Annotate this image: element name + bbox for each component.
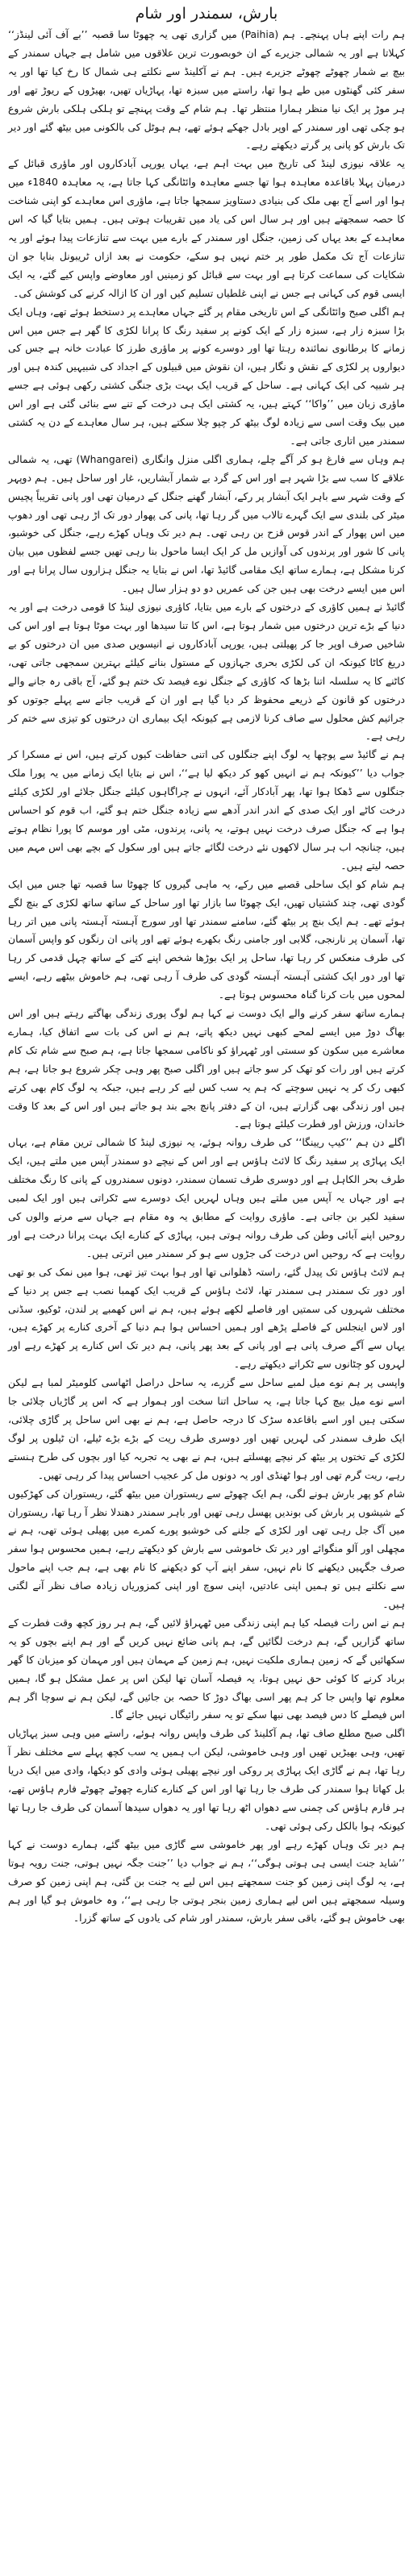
article-paragraph: ہم نے اس رات فیصلہ کیا ہم اپنی زندگی میں ٹھہراؤ لائیں گے، ہم ہر روز کچھ وقت فطرت کے ساتھ گزاریں گے، ہم درخت لگائیں گے، ہم پانی ضائع نہیں کریں گے اور ہم اپنے بچوں کو یہ سکھائیں گے کہ زمین ہماری ملکیت نہیں، ہم زمین کے مہمان ہیں اور مہمان کو میزبان کا گھر برباد کرنے کا کوئی حق نہیں ہوتا، یہ فیصلہ آسان تھا لیکن اس پر عمل مشکل ہو گا، ہمیں معلوم تھا واپس جا کر ہم پھر اسی بھاگ دوڑ کا حصہ بن جائیں گے، لیکن ہم نے سوچا اگر ہم اس فیصلے کا دس فیصد بھی نبھا سکے تو یہ سفر رائیگاں نہیں جائے گا۔ — [8, 1616, 405, 1721]
article-paragraph: یہ علاقہ نیوزی لینڈ کی تاریخ میں بہت اہم ہے، یہاں یورپی آبادکاروں اور ماؤری قبائل کے درمیان پہلا باقاعدہ معاہدہ ہوا تھا جسے معاہدہ وائٹانگی کہا جاتا ہے، یہ معاہدہ 1840ء میں ہوا اور اسے آج بھی ملک کی بنیادی دستاویز سمجھا جاتا ہے، ماؤری اس معاہدے کو اپنی شناخت کا حصہ سمجھتے ہیں اور ہر سال اس کی یاد میں تقریبات ہوتی ہیں۔ ہمیں بتایا گیا کہ اس معاہدے کے بعد یہاں کی زمین، جنگل اور سمندر کے بارے میں بہت سے تنازعات پیدا ہوئے اور یہ تنازعات آج تک مکمل طور پر ختم نہیں ہو سکے، حکومت نے بعد ازاں ٹریبونل بنایا جو ان شکایات کی سماعت کرتا ہے اور بہت سے قبائل کو زمینیں اور معاوضے واپس کیے گئے، یہ ایک ایسی قوم کی کہانی ہے جس نے اپنی غلطیاں تسلیم کیں اور ان کا ازالہ کرنے کی کوشش کی۔ — [8, 157, 406, 299]
article-paragraph: اگلے دن ہم ’’کیپ ریینگا‘‘ کی طرف روانہ ہوئے، یہ نیوزی لینڈ کا شمالی ترین مقام ہے، یہاں ایک پہاڑی پر سفید رنگ کا لائٹ ہاؤس ہے اور اس کے نیچے دو سمندر آپس میں ملتے ہیں، ایک طرف بحر الکاہل ہے اور دوسری طرف تسمان سمندر، دونوں سمندروں کے پانی کا رنگ مختلف ہے اور جہاں یہ آپس میں ملتے ہیں وہاں لہریں ایک دوسرے سے ٹکراتی ہیں اور ایک لمبی سفید لکیر بن جاتی ہے۔ ماؤری روایت کے مطابق یہ وہ مقام ہے جہاں سے مرنے والوں کی روحیں اپنے آبائی وطن کی طرف روانہ ہوتی ہیں، پہاڑی کے کنارے ایک بہت پرانا درخت ہے اور روایت ہے کہ روحیں اس درخت کی جڑوں سے ہو کر سمندر میں اترتی ہیں۔ — [8, 1136, 405, 1259]
article-paragraph: ہم دیر تک وہاں کھڑے رہے اور پھر خاموشی سے گاڑی میں بیٹھ گئے، ہمارے دوست نے کہا ’’شاید جنت ایسی ہی ہوتی ہوگی‘‘، ہم نے جواب دیا ’’جنت جگہ نہیں ہوتی، جنت رویہ ہوتا ہے، یہ لوگ اپنی زمین کو جنت سمجھتے ہیں اس لیے یہ جنت بن گئی، ہم اپنی زمین کو صرف وسیلہ سمجھتے ہیں اس لیے ہماری زمین بنجر ہوتی جا رہی ہے‘‘، وہ خاموش ہو گیا اور ہم بھی خاموش ہو گئے، باقی سفر بارش، سمندر اور شام کی یادوں کے ساتھ گزرا۔ — [8, 1837, 405, 1925]
article-body — [8, 26, 405, 1928]
article-paragraph: ہم وہاں سے فارغ ہو کر آگے چلے، ہماری اگلی منزل وانگاری (Whangarei) تھی، یہ شمالی علاقے کا سب سے بڑا شہر ہے اور اس کے گرد بے شمار آبشاریں، غار اور ساحل ہیں۔ ہم دوپہر کے وقت شہر سے باہر ایک آبشار پر رکے، آبشار گھنے جنگل کے درمیان تھی اور پانی تقریباً پچیس میٹر کی بلندی سے ایک گہرے تالاب میں گر رہا تھا، پانی کی پھوار دور تک اڑ رہی تھی اور دھوپ میں اس پھوار کے اندر قوس قزح بن رہی تھی۔ ہم دیر تک وہاں کھڑے رہے، جنگل کی خوشبو، پانی کا شور اور پرندوں کی آوازیں مل کر ایک ایسا ماحول بنا رہی تھیں جسے لفظوں میں بیان کرنا مشکل ہے، ہمارے ساتھ ایک مقامی گائیڈ تھا، اس نے بتایا یہ جنگل ہزاروں سال پرانا ہے اور اس میں ایسے درخت بھی ہیں جن کی عمریں دو دو ہزار سال ہیں۔ — [8, 452, 405, 595]
article-paragraph: ہم نے گائیڈ سے پوچھا یہ لوگ اپنے جنگلوں کی اتنی حفاظت کیوں کرتے ہیں، اس نے مسکرا کر جواب دیا ’’کیونکہ ہم نے انہیں کھو کر دیکھ لیا ہے‘‘، اس نے بتایا ایک زمانے میں یہ پورا ملک جنگلوں سے ڈھکا ہوا تھا، پھر آبادکار آئے، انہوں نے چراگاہوں کیلئے جنگل جلائے اور لکڑی کیلئے درخت کاٹے اور ایک صدی کے اندر اندر آدھے سے زیادہ جنگل ختم ہو گئے، اب قوم کو احساس ہوا ہے کہ جنگل صرف درخت نہیں ہوتے، یہ پانی، پرندوں، مٹی اور موسم کا پورا نظام ہوتے ہیں، چنانچہ اب ہر سال لاکھوں نئے درخت لگائے جاتے ہیں اور سکول کے بچے بھی اس مہم میں حصہ لیتے ہیں۔ — [8, 748, 405, 872]
article-paragraph: شام کو پھر بارش ہونے لگی، ہم ایک چھوٹے سے ریستوران میں بیٹھ گئے، ریستوران کی کھڑکیوں کے شیشوں پر بارش کی بوندیں پھسل رہی تھیں اور باہر سمندر دھندلا نظر آ رہا تھا، ریستوران میں آگ جل رہی تھی اور لکڑی کے جلنے کی خوشبو پورے کمرے میں پھیلی ہوئی تھی، ہم نے مچھلی اور آلو منگوائے اور دیر تک خاموشی سے بارش کو دیکھتے رہے، ہمیں محسوس ہوا سفر صرف جگہیں دیکھنے کا نام نہیں، سفر اپنے آپ کو دیکھنے کا نام بھی ہے، ہم جب اپنے ماحول سے نکلتے ہیں تو ہمیں اپنی عادتیں، اپنی سوچ اور اپنی کمزوریاں زیادہ صاف نظر آنے لگتی ہیں۔ — [8, 1487, 405, 1611]
article-title: بارش، سمندر اور شام — [135, 5, 278, 23]
article-paragraph: ہم لائٹ ہاؤس تک پیدل گئے، راستہ ڈھلوانی تھا اور ہوا بہت تیز تھی، ہوا میں نمک کی بو تھی اور دور تک سمندر ہی سمندر تھا، لائٹ ہاؤس کے قریب ایک کھمبا نصب ہے جس پر دنیا کے مختلف شہروں کی سمتیں اور فاصلے لکھے ہوئے ہیں، ہم نے اس کھمبے پر لندن، ٹوکیو، سڈنی اور لاس اینجلس کے فاصلے پڑھے اور ہمیں احساس ہوا ہم دنیا کے آخری کنارے پر کھڑے ہیں، یہاں سے آگے صرف پانی ہے اور پانی کے بعد پھر پانی، ہم دیر تک اس کنارے پر کھڑے رہے اور لہروں کو چٹانوں سے ٹکراتے دیکھتے رہے۔ — [8, 1265, 405, 1371]
article-paragraph: ہمارے ساتھ سفر کرنے والے ایک دوست نے کہا ہم لوگ پوری زندگی بھاگتے رہتے ہیں اور اس بھاگ دوڑ میں ایسے لمحے کبھی نہیں دیکھ پاتے، ہم نے اس کی بات سے اتفاق کیا، ہمارے معاشرے میں سکون کو سستی اور ٹھہراؤ کو ناکامی سمجھا جاتا ہے، ہم صبح سے شام تک کام کرتے ہیں اور رات کو تھک کر سو جاتے ہیں اور اگلی صبح پھر وہی چکر شروع ہو جاتا ہے، ہم کبھی رک کر یہ نہیں سوچتے کہ ہم یہ سب کس لیے کر رہے ہیں، جبکہ یہ لوگ کام بھی کرتے ہیں اور زندگی بھی گزارتے ہیں، ان کے دفتر پانچ بجے بند ہو جاتے ہیں اور اس کے بعد کا وقت خاندان، ورزش اور فطرت کیلئے ہوتا ہے۔ — [8, 1007, 405, 1130]
article-paragraph: ہم رات اپنے ہاں پہنچے۔ ہم (Paihia) میں گزاری تھی یہ چھوٹا سا قصبہ ’’بے آف آئی لینڈز‘‘ کہلاتا ہے اور یہ شمالی جزیرے کے ان خوبصورت ترین علاقوں میں شامل ہے جہاں سمندر کے بیچ بے شمار چھوٹے چھوٹے جزیرے ہیں۔ ہم نے آکلینڈ سے نکلتے ہی شمال کا رخ کیا تھا اور یہ سفر کئی گھنٹوں میں طے ہوا تھا، راستے میں سبزہ تھا، پہاڑیاں تھیں، بھیڑوں کے ریوڑ تھے اور ہر موڑ پر ایک نیا منظر ہمارا منتظر تھا۔ ہم شام کے وقت پہنچے تو ہلکی ہلکی بارش شروع ہو چکی تھی اور سمندر کے اوپر بادل جھکے ہوئے تھے، ہم ہوٹل کی بالکونی میں بیٹھ گئے اور دیر تک بارش کو پانی پر گرتے دیکھتے رہے۔ — [8, 28, 405, 152]
article-paragraph: اگلی صبح مطلع صاف تھا، ہم آکلینڈ کی طرف واپس روانہ ہوئے، راستے میں وہی سبز پہاڑیاں تھیں، وہی بھیڑیں تھیں اور وہی خاموشی، لیکن اب ہمیں یہ سب کچھ پہلے سے مختلف نظر آ رہا تھا، ہم نے گاڑی ایک پہاڑی پر روکی اور نیچے پھیلی ہوئی وادی کو دیکھا، وادی میں ایک دریا بل کھاتا ہوا سمندر کی طرف جا رہا تھا اور اس کے کنارے کنارے چھوٹے چھوٹے فارم ہاؤس تھے، ہر فارم ہاؤس کی چمنی سے دھواں اٹھ رہا تھا اور یہ دھواں سیدھا آسمان کی طرف جا رہا تھا کیونکہ ہوا بالکل رکی ہوئی تھی۔ — [8, 1727, 405, 1832]
article-paragraph: ہم شام کو ایک ساحلی قصبے میں رکے، یہ ماہی گیروں کا چھوٹا سا قصبہ تھا جس میں ایک گودی تھی، چند کشتیاں تھیں، ایک چھوٹا سا بازار تھا اور ساحل کے ساتھ ساتھ لکڑی کے بنچ لگے ہوئے تھے۔ ہم ایک بنچ پر بیٹھ گئے، سامنے سمندر تھا اور سورج آہستہ آہستہ پانی میں اتر رہا تھا، آسمان پر نارنجی، گلابی اور جامنی رنگ بکھرے ہوئے تھے اور پانی ان رنگوں کو واپس آسمان کی طرف منعکس کر رہا تھا، ساحل پر ایک بوڑھا شخص اپنے کتے کے ساتھ چہل قدمی کر رہا تھا اور دور ایک کشتی آہستہ آہستہ گودی کی طرف آ رہی تھی، ہم خاموش بیٹھے رہے، ایسے لمحوں میں بات کرنا گناہ محسوس ہوتا ہے۔ — [8, 877, 405, 1001]
article-paragraph: ہم اگلی صبح وائٹانگی کے اس تاریخی مقام پر گئے جہاں معاہدے پر دستخط ہوئے تھے، وہاں ایک بڑا سبزہ زار ہے، سبزہ زار کے ایک کونے پر سفید رنگ کا پرانا لکڑی کا گھر ہے جس میں اس زمانے کا برطانوی نمائندہ رہتا تھا اور دوسرے کونے پر ماؤری طرز کا عبادت خانہ ہے جس کی دیواروں پر لکڑی کے نقش و نگار ہیں، ان نقوش میں قبیلوں کے اجداد کی شبیہیں کندہ ہیں اور ہر شبیہ کی ایک کہانی ہے۔ ساحل کے قریب ایک بہت بڑی جنگی کشتی رکھی ہوئی ہے جسے ماؤری زبان میں ’’واکا‘‘ کہتے ہیں، یہ کشتی ایک ہی درخت کے تنے سے بنائی گئی ہے اور اس میں بیک وقت اسی سے زیادہ لوگ بیٹھ کر چپو چلا سکتے ہیں، ہر سال معاہدے کے دن یہ کشتی سمندر میں اتاری جاتی ہے۔ — [8, 305, 405, 447]
article-paragraph: گائیڈ نے ہمیں کاؤری کے درختوں کے بارے میں بتایا، کاؤری نیوزی لینڈ کا قومی درخت ہے اور یہ دنیا کے بڑے ترین درختوں میں شمار ہوتا ہے، اس کا تنا سیدھا اور بہت موٹا ہوتا ہے اور اس کی شاخیں صرف اوپر جا کر پھیلتی ہیں، یورپی آبادکاروں نے انیسویں صدی میں ان درختوں کو بے دریغ کاٹا کیونکہ ان کی لکڑی بحری جہازوں کے مستول بنانے کیلئے بہترین سمجھی جاتی تھی، کاٹنے کا یہ سلسلہ اتنا بڑھا کہ کاؤری کے جنگل نوے فیصد تک ختم ہو گئے، آج باقی رہ جانے والے درختوں کو قانون کے ذریعے محفوظ کر دیا گیا ہے اور ان کے قریب جانے سے پہلے جوتوں کو جراثیم کش محلول سے صاف کرنا لازمی ہے کیونکہ ایک بیماری ان درختوں کو تیزی سے ختم کر رہی ہے۔ — [8, 601, 405, 743]
article-paragraph: واپسی پر ہم نوے میل لمبے ساحل سے گزرے، یہ ساحل دراصل اٹھاسی کلومیٹر لمبا ہے لیکن اسے نوے میل بیچ کہا جاتا ہے، یہ ساحل اتنا سخت اور ہموار ہے کہ اس پر گاڑیاں چلائی جا سکتی ہیں اور اسے باقاعدہ سڑک کا درجہ حاصل ہے، ہم نے بھی اس ساحل پر گاڑی چلائی، ایک طرف سمندر کی لہریں تھیں اور دوسری طرف ریت کے بڑے بڑے ٹیلے، ان ٹیلوں پر لوگ لکڑی کے تختوں پر بیٹھ کر نیچے پھسلتے ہیں، ہم نے بھی یہ تجربہ کیا اور بچوں کی طرح ہنستے رہے، ریت گرم تھی اور ہوا ٹھنڈی اور یہ دونوں مل کر عجیب احساس پیدا کر رہی تھیں۔ — [8, 1376, 405, 1481]
